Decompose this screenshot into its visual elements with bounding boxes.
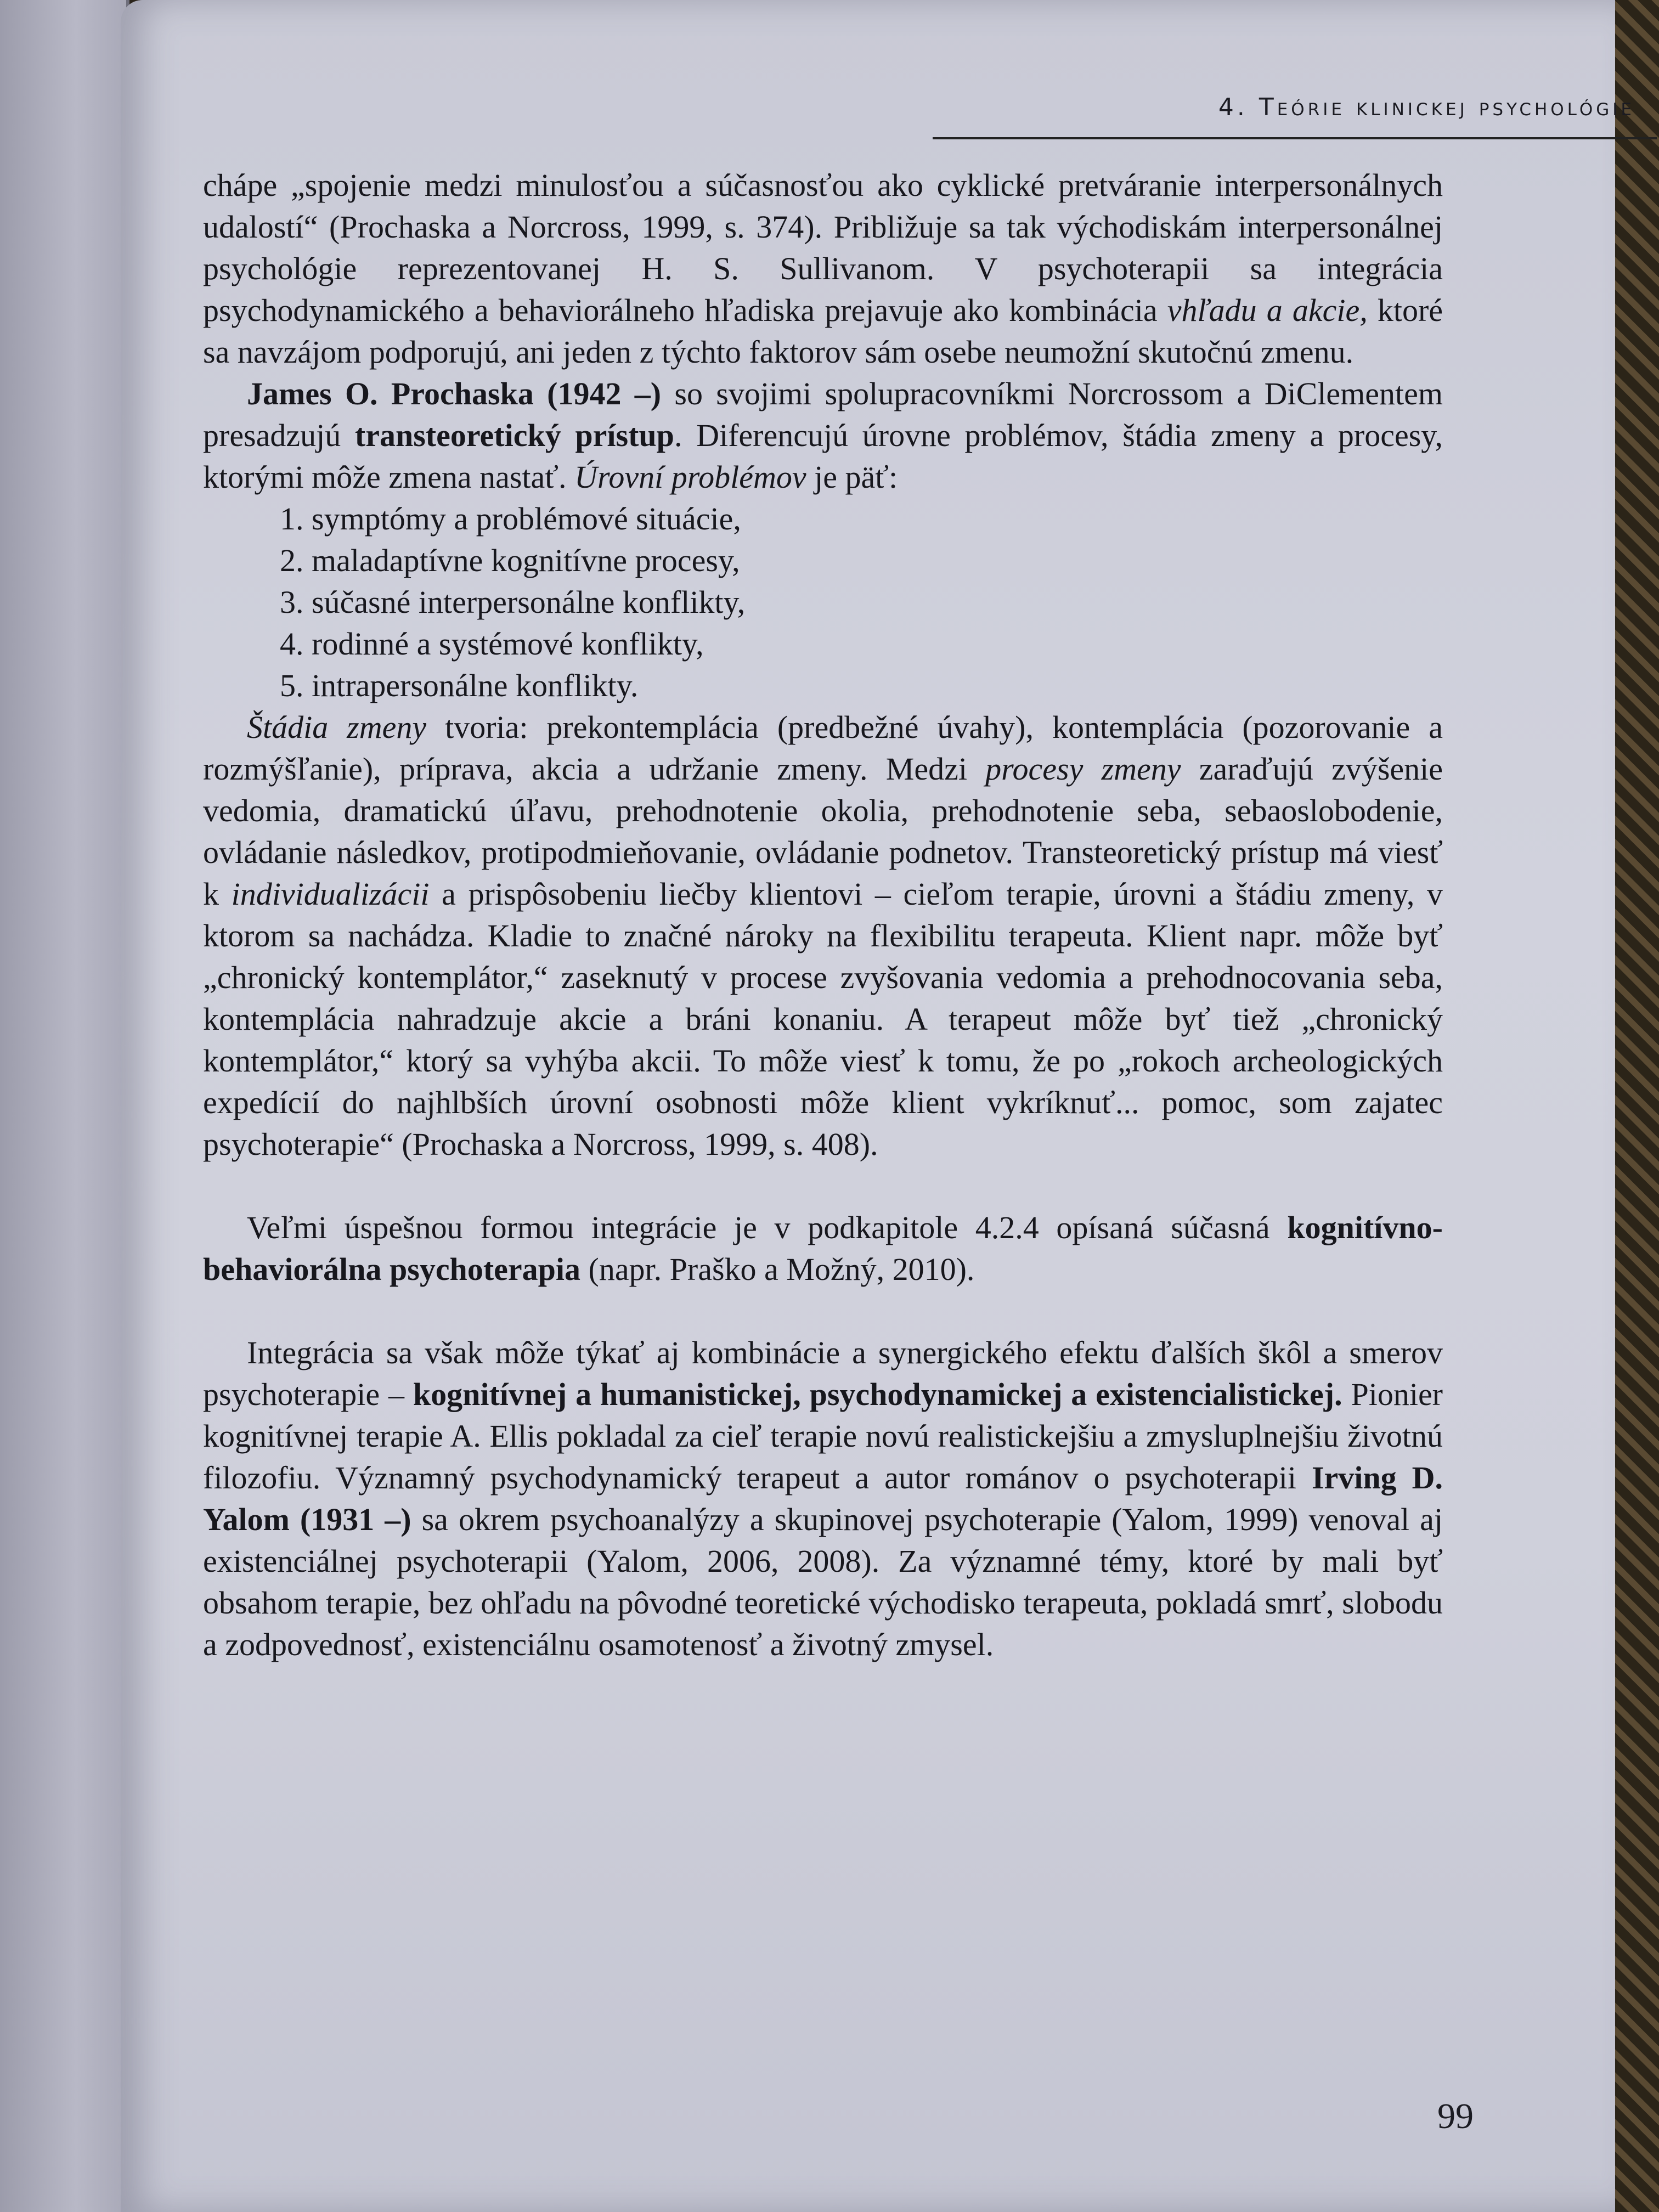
paragraph-3 xyxy=(203,707,1443,1165)
paragraph-3-text-c: a prispôsobeniu liečby klientovi – cieľom terapie, úrovni a štádiu zmeny, v ktorom sa nachádza. Kladie to značné nároky na flexibilitu terapeuta. Klient napr. môže byť „chronický kontemplátor,“ zaseknutý v procese zvyšovania vedomia a prehodnocovania seba, kontemplácia nahradzuje akcie a bráni konaniu. A terapeut môže byť tiež „chronický kontemplátor,“ ktorý sa vyhýba akcii. To môže viesť k tomu, že po „rokoch archeologických expedícií do najhlbších úrovní osobnosti môže klient vykríknuť... pomoc, som zajatec psychoterapie“ (Prochaska a Norcross, 1999, s. 408). xyxy=(203,876,1443,1162)
paragraph-3-text-a: tvoria: prekontemplácia (predbežné úvahy), kontemplácia (pozorovanie a rozmýšľanie), príprava, akcia a udržanie zmeny. Medzi xyxy=(203,709,1443,787)
paragraph-3-text-b: zaraďujú zvýšenie vedomia, dramatickú úľavu, prehodnotenie okolia, prehodnotenie seba, sebaoslobodenie, ovládanie následkov, protipodmieňovanie, ovládanie podnetov. Transteoretický prístup má viesť k xyxy=(203,751,1443,912)
paragraph-5-text-a: Integrácia sa však môže týkať aj kombinácie a synergického efektu ďalších škôl a smerov psychoterapie – xyxy=(203,1335,1443,1412)
paragraph-4-text-b: (napr. Praško a Možný, 2010). xyxy=(580,1251,975,1287)
running-head-text: 4. Teórie klinickej psychológie xyxy=(1218,93,1635,121)
paragraph-4 xyxy=(203,1207,1443,1290)
integration-schools-term: kognitívnej a humanistickej, psychodynamickej a existencialistickej. xyxy=(413,1376,1342,1412)
problem-levels-term: Úrovní problémov xyxy=(574,459,806,495)
yalom-name: Irving D. Yalom (1931 –) xyxy=(203,1460,1443,1537)
paragraph-4-text-a: Veľmi úspešnou formou integrácie je v podkapitole 4.2.4 opísaná súčasná xyxy=(247,1210,1288,1245)
list-item: 1. symptómy a problémové situácie, xyxy=(280,501,741,537)
paragraph-gap xyxy=(203,1290,1443,1332)
transtheoretical-term: transteoretický prístup xyxy=(354,417,674,453)
running-head xyxy=(933,88,1657,139)
page-body xyxy=(203,165,1443,1666)
paragraph-1-italic: vhľadu a akcie, xyxy=(1167,292,1368,328)
paragraph-1-end: ktoré sa navzájom podporujú, ani jeden z týchto faktorov sám osebe neumožní skutočnú zmenu. xyxy=(203,292,1443,370)
left-page-edge xyxy=(0,0,129,2212)
paragraph-2-text-b: . Diferencujú úrovne problémov, štádia zmeny a procesy, ktorými môže zmena nastať. xyxy=(203,417,1443,495)
individualization-term: individualizácii xyxy=(231,876,430,912)
stages-term: Štádia zmeny xyxy=(247,709,427,745)
paragraph-1-text: chápe „spojenie medzi minulosťou a súčasnosťou ako cyklické pretváranie interpersonálnych udalostí“ (Prochaska a Norcross, 1999, s. 374). Približuje sa tak východiskám interpersonálnej psychológie reprezentovanej H. S. Sullivanom. V psychoterapii sa integrácia psychodynamického a behaviorálneho hľadiska prejavuje ako kombinácia xyxy=(203,167,1443,328)
problem-levels-list xyxy=(203,498,1443,707)
cbt-term: kognitívno-behaviorálna psychoterapia xyxy=(203,1210,1443,1287)
paragraph-2-text-a: so svojimi spolupracovníkmi Norcrossom a DiClementem presadzujú xyxy=(203,376,1443,453)
paragraph-1 xyxy=(203,165,1443,373)
list-item: 3. súčasné interpersonálne konflikty, xyxy=(280,584,746,620)
background-right xyxy=(1615,0,1659,2212)
prochaska-name: James O. Prochaska (1942 –) xyxy=(247,376,662,411)
list-item: 4. rodinné a systémové konflikty, xyxy=(280,626,704,662)
processes-term: procesy zmeny xyxy=(985,751,1181,787)
paragraph-5-text-b: Pionier kognitívnej terapie A. Ellis pokladal za cieľ terapie novú realistickejšiu a zmysluplnejšiu životnú filozofiu. Významný psychodynamický terapeut a autor románov o psychoterapii xyxy=(203,1376,1443,1496)
paragraph-2-text-c: je päť: xyxy=(806,459,898,495)
paragraph-5 xyxy=(203,1332,1443,1666)
list-item: 2. maladaptívne kognitívne procesy, xyxy=(280,543,740,578)
paragraph-2 xyxy=(203,373,1443,498)
paragraph-5-text-c: sa okrem psychoanalýzy a skupinovej psychoterapie (Yalom, 1999) venoval aj existenciálnej psychoterapii (Yalom, 2006, 2008). Za významné témy, ktoré by mali byť obsahom terapie, bez ohľadu na pôvodné teoretické východisko terapeuta, pokladá smrť, slobodu a zodpovednosť, existenciálnu osamotenosť a životný zmysel. xyxy=(203,1502,1443,1662)
list-item: 5. intrapersonálne konflikty. xyxy=(280,668,639,703)
paragraph-gap xyxy=(203,1165,1443,1207)
page-number: 99 xyxy=(1437,2096,1474,2136)
